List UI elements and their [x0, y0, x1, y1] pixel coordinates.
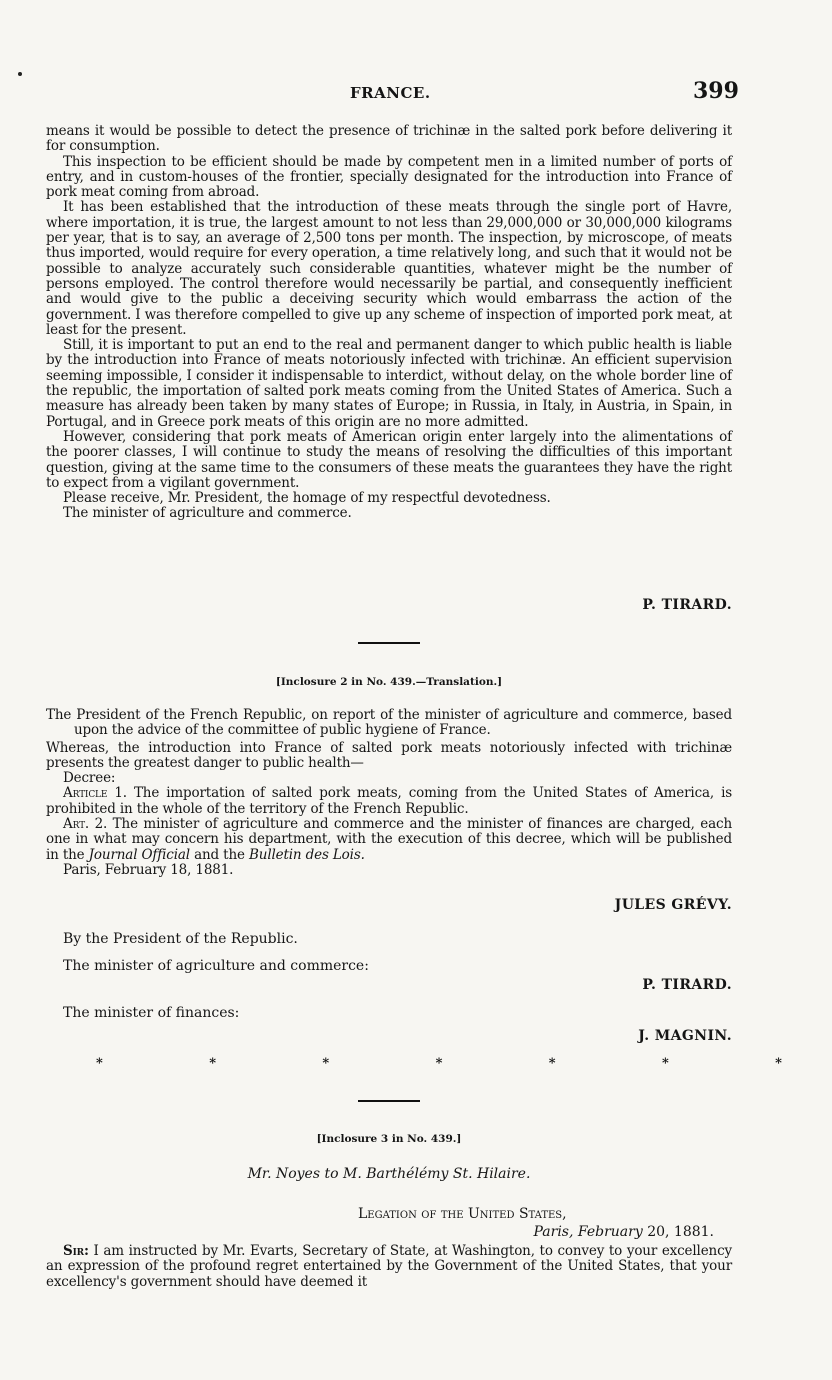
letter-opening — [46, 1244, 732, 1290]
article-1-text: The importation of salted pork meats, coming from the United States of America, is prohibited in the whole of the territory of the French Republic. — [46, 785, 733, 817]
minister-finances: The minister of finances: — [63, 1005, 240, 1021]
inclosure-2-heading: [Inclosure 2 in No. 439.—Translation.] — [275, 676, 503, 688]
letter-body — [46, 1244, 732, 1290]
signature-tirard: P. TIRARD. — [642, 597, 732, 613]
article-2 — [46, 817, 732, 863]
minister-finances-block — [46, 1005, 732, 1022]
star: * — [548, 1056, 556, 1071]
decree-preamble: The President of the French Republic, on report of the minister of agriculture and commerce, based upon the advice of the committee of public hygiene of France. — [46, 707, 732, 739]
article-2-text: The minister of agriculture and commerce and the minister of finances are charged, each one in what may concern his department, with the execution of this decree, which will be published in the — [46, 816, 732, 863]
article-1-label: Article 1. — [63, 785, 127, 802]
place-date — [46, 1224, 732, 1240]
decree-label: Decree: — [63, 770, 116, 787]
decree-whereas: Whereas, the introduction into France of salted pork meats notoriously infected with trichinæ presents the greatest danger to public health— — [46, 739, 732, 771]
article-2-label: Art. 2. — [63, 816, 108, 833]
paragraph: means it would be possible to detect the presence of trichinæ in the salted pork before delivering it for consumption. — [46, 123, 732, 155]
signature-magnin: J. MAGNIN. — [638, 1028, 732, 1044]
minister-agriculture-block — [46, 958, 732, 975]
ink-speck — [18, 72, 22, 76]
star: * — [96, 1056, 103, 1071]
article-1 — [46, 786, 732, 817]
letter-title: Mr. Noyes to M. Barthélémy St. Hilaire. — [247, 1166, 531, 1182]
by-president: By the President of the Republic. — [63, 931, 298, 947]
star: * — [661, 1056, 669, 1071]
letter-opening-text: I am instructed by Mr. Evarts, Secretary of State, at Washington, to convey to your excellency an expression of the profound regret entertained by the Government of the United States, that your excellency's government should have deemed it — [46, 1243, 732, 1290]
letter-continuation — [46, 124, 732, 522]
signature-grevy: JULES GRÉVY. — [614, 897, 732, 913]
running-title: FRANCE. — [350, 84, 431, 102]
by-president-block — [46, 931, 732, 948]
section-divider — [46, 642, 732, 644]
decree-text — [46, 708, 732, 878]
signature-tirard-2: P. TIRARD. — [642, 977, 732, 993]
minister-agriculture: The minister of agriculture and commerce: — [63, 958, 369, 974]
bulletin-des-lois: Bulletin des Lois. — [249, 846, 365, 863]
paragraph: Still, it is important to put an end to the real and permanent danger to which public health is liable by the introduction into France of meats notoriously infected with trichinæ. An efficient supervision seeming impossible, I consider it indispensable to interdict, without delay, on the whole border line of the republic, the importation of salted pork meats coming from the United States of America. Such a measure has already been taken by many states of Europe; in Russia, in Italy, in Austria, in Spain, in Portugal, and in Greece pork meats of this origin are no more admitted. — [46, 337, 732, 430]
page-number: 399 — [693, 78, 739, 104]
star: * — [209, 1056, 216, 1071]
place-date-block — [46, 1224, 732, 1240]
star: * — [322, 1056, 330, 1071]
star: * — [775, 1056, 782, 1071]
paragraph: This inspection to be efficient should be made by competent men in a limited number of ports of entry, and in custom-houses of the frontier, specially designated for the introduction into France of pork meat coming from abroad. — [46, 153, 732, 201]
paragraph: However, considering that pork meats of American origin enter largely into the alimentations of the poorer classes, I will continue to study the means of resolving the difficulties of this important question, giving at the same time to the consumers of these meats the guarantees they have the right to expect from a vigilant government. — [46, 428, 732, 491]
article-2-and: and the — [194, 846, 245, 863]
star: * — [435, 1056, 443, 1071]
place-date-year: 20, 1881. — [647, 1224, 714, 1240]
section-divider — [46, 1100, 732, 1102]
decree-date: Paris, February 18, 1881. — [63, 861, 234, 878]
ellipsis-stars — [46, 1056, 832, 1071]
paragraph: Please receive, Mr. President, the homage of my respectful devotedness. — [63, 490, 551, 507]
place-date-italic: Paris, February — [533, 1224, 643, 1240]
paragraph: The minister of agriculture and commerce. — [63, 505, 352, 522]
paragraph: It has been established that the introduction of these meats through the single port of Havre, where importation, it is true, the largest amount to not less than 29,000,000 or 30,000,000 kilograms per year, that is to say, an average of 2,500 tons per month. The inspection, by microscope, of meats thus imported, would require for every operation, a time relatively long, and such that it would not be possible to analyze accurately such considerable quantities, whatever might be the number of persons employed. The control therefore would necessarily be partial, and consequently inefficient and would give to the public a deceiving security which would embarrass the action of the government. I was therefore compelled to give up any scheme of inspection of imported pork meat, at least for the present. — [46, 199, 732, 338]
salutation: Sir: — [63, 1243, 89, 1259]
inclosure-3-heading: [Inclosure 3 in No. 439.] — [316, 1133, 462, 1145]
legation-line: Legation of the United States, — [358, 1206, 567, 1222]
journal-official: Journal Official — [88, 846, 190, 863]
legation-line-block — [46, 1206, 732, 1222]
